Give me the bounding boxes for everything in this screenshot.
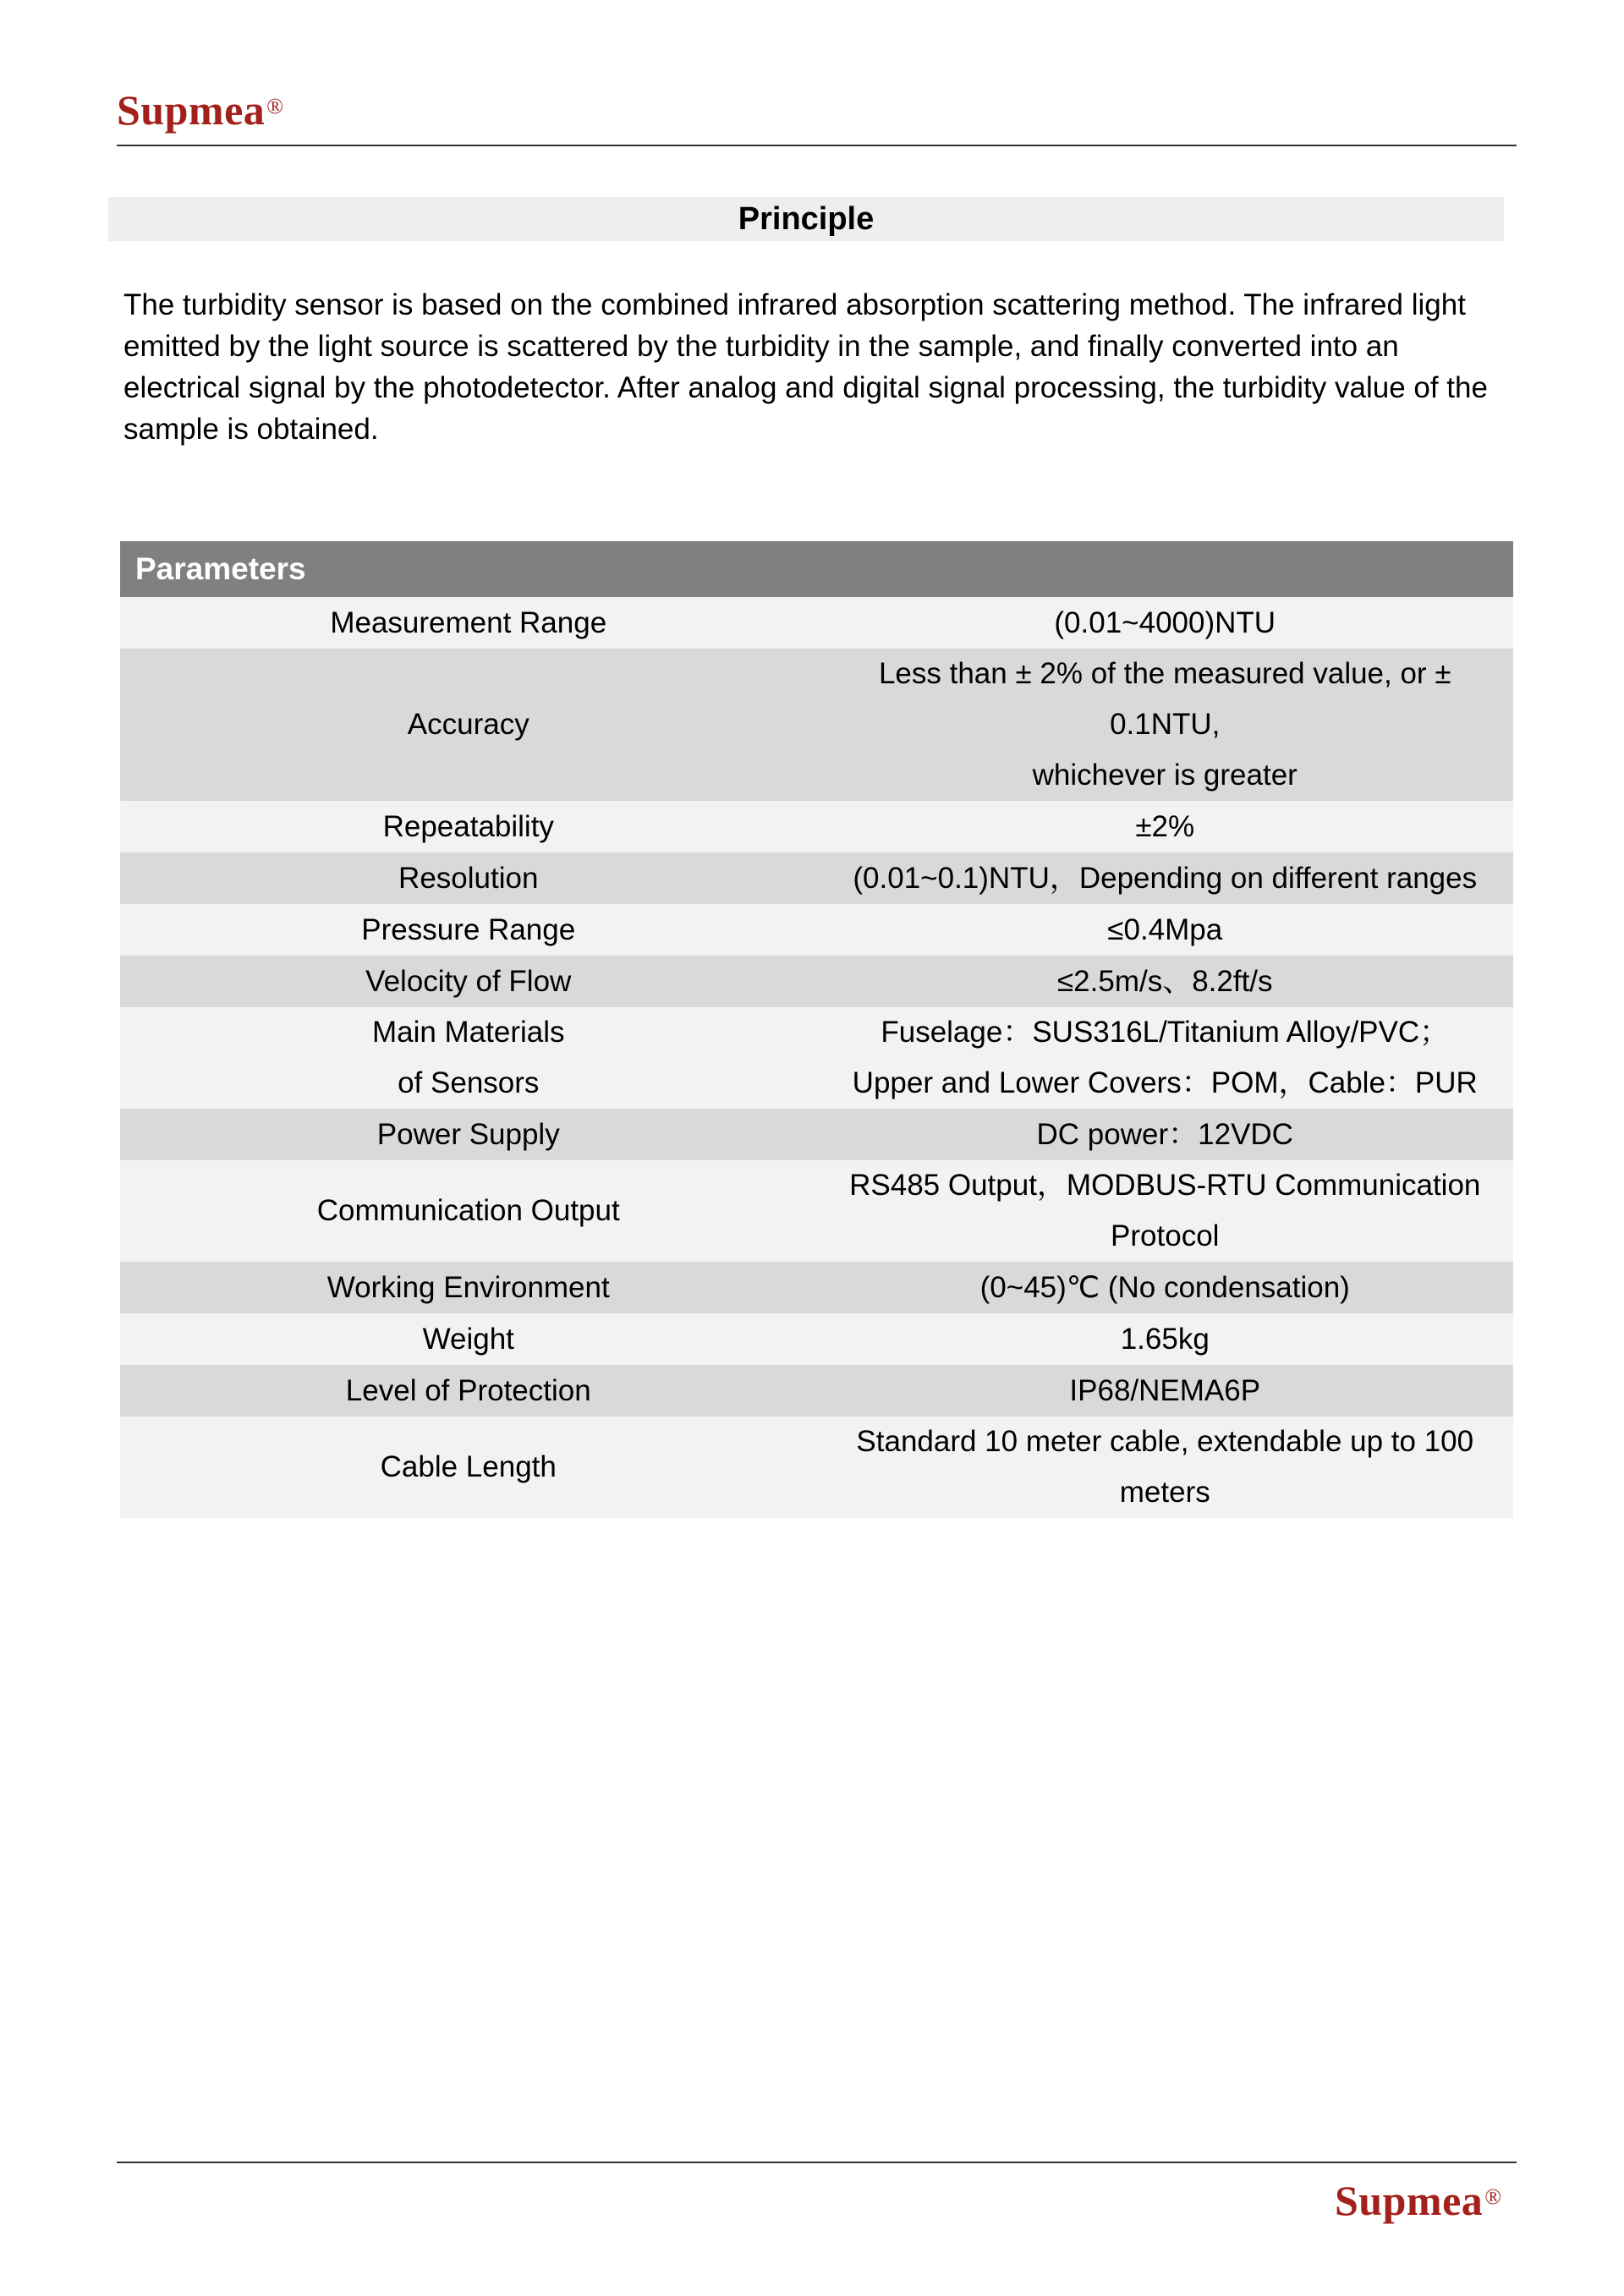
param-value	[817, 1007, 1514, 1109]
table-row	[120, 1007, 1513, 1109]
table-row	[120, 649, 1513, 801]
param-value-line: Fuselage：SUS316L/Titanium Alloy/PVC；	[881, 1016, 1450, 1049]
table-row	[120, 1365, 1513, 1417]
param-value: ±2%	[817, 801, 1514, 852]
param-label: Weight	[120, 1313, 817, 1365]
parameters-table	[120, 541, 1513, 1518]
param-value: ≤0.4Mpa	[817, 904, 1514, 956]
param-value: Standard 10 meter cable, extendable up to 100 meters	[817, 1417, 1514, 1518]
table-row	[120, 852, 1513, 904]
brand-name: Supmea	[1335, 2177, 1484, 2224]
param-label: Resolution	[120, 852, 817, 904]
param-label: Accuracy	[120, 649, 817, 801]
param-value: (0.01~0.1)NTU，Depending on different ranges	[817, 852, 1514, 904]
registered-mark: ®	[1484, 2184, 1502, 2209]
table-row	[120, 1313, 1513, 1365]
param-label-line: of Sensors	[398, 1066, 540, 1099]
table-row	[120, 1160, 1513, 1262]
table-row	[120, 801, 1513, 852]
parameters-heading: Parameters	[120, 541, 1513, 597]
principle-heading: Principle	[108, 197, 1504, 241]
param-label: Velocity of Flow	[120, 956, 817, 1007]
param-value: 1.65kg	[817, 1313, 1514, 1365]
param-value-line: whichever is greater	[1032, 759, 1298, 792]
brand-name: Supmea	[117, 86, 266, 134]
param-value: (0~45)℃ (No condensation)	[817, 1262, 1514, 1313]
table-row	[120, 1262, 1513, 1313]
param-label-line: Main Materials	[371, 1016, 565, 1049]
brand-logo-header	[117, 85, 284, 135]
table-row	[120, 904, 1513, 956]
param-value	[817, 649, 1514, 801]
param-value: ≤2.5m/s、8.2ft/s	[817, 956, 1514, 1007]
footer-divider	[117, 2162, 1517, 2163]
param-value-line: Upper and Lower Covers：POM，Cable：PUR	[852, 1066, 1478, 1099]
registered-mark: ®	[266, 94, 284, 118]
param-label: Repeatability	[120, 801, 817, 852]
param-label: Working Environment	[120, 1262, 817, 1313]
param-label: Power Supply	[120, 1109, 817, 1160]
header-divider	[117, 145, 1517, 146]
param-value: RS485 Output，MODBUS-RTU Communication Protocol	[817, 1160, 1514, 1262]
table-row	[120, 1109, 1513, 1160]
param-value: DC power：12VDC	[817, 1109, 1514, 1160]
param-label: Communication Output	[120, 1160, 817, 1262]
param-label	[120, 1007, 817, 1109]
param-value: IP68/NEMA6P	[817, 1365, 1514, 1417]
param-value-line: Less than ± 2% of the measured value, or ± 0.1NTU,	[878, 657, 1451, 741]
param-label: Measurement Range	[120, 597, 817, 649]
param-label: Pressure Range	[120, 904, 817, 956]
param-value: (0.01~4000)NTU	[817, 597, 1514, 649]
table-header-row	[120, 541, 1513, 597]
brand-logo-footer	[1335, 2175, 1502, 2226]
table-row	[120, 1417, 1513, 1518]
param-label: Level of Protection	[120, 1365, 817, 1417]
param-label: Cable Length	[120, 1417, 817, 1518]
table-row	[120, 597, 1513, 649]
principle-text: The turbidity sensor is based on the combined infrared absorption scattering method. The infrared light emitted by the light source is scattered by the turbidity in the sample, and finally converted into an electrical signal by the photodetector. After analog and digital signal processing, the turbidity value of the sample is obtained.	[123, 288, 1488, 446]
table-row	[120, 956, 1513, 1007]
